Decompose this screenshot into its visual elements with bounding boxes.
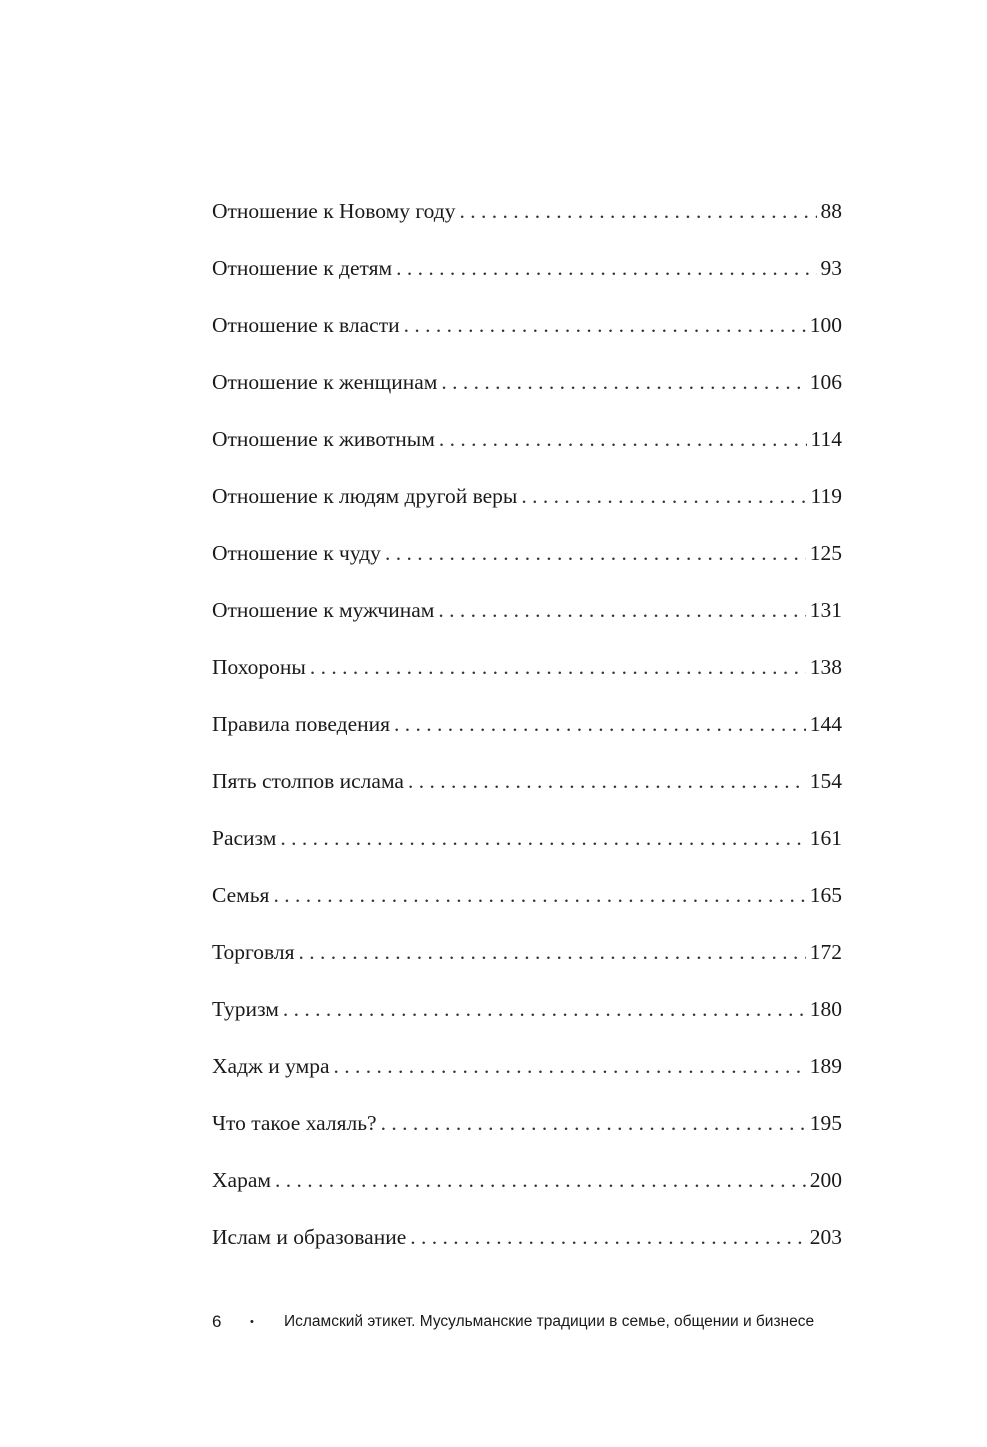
toc-entry-title: Хадж и умра — [212, 1054, 330, 1078]
footer-page-number: 6 — [212, 1312, 222, 1331]
toc-entry — [212, 192, 842, 249]
toc-entry-page: 161 — [809, 826, 842, 850]
toc-entry — [212, 819, 842, 876]
toc-entry-page: 180 — [809, 997, 842, 1021]
toc-entry-page: 88 — [820, 199, 842, 223]
toc-dot-leader — [310, 648, 806, 686]
toc-entry-title: Семья — [212, 883, 270, 907]
toc-entry-title: Расизм — [212, 826, 277, 850]
toc-entry-title: Отношение к мужчинам — [212, 598, 435, 622]
toc-entry-title: Отношение к Новому году — [212, 199, 456, 223]
toc-dot-leader — [273, 876, 805, 914]
table-of-contents — [212, 192, 842, 1275]
toc-entry-page: 195 — [809, 1111, 842, 1135]
toc-entry — [212, 1047, 842, 1104]
toc-entry-page: 144 — [809, 712, 842, 736]
toc-dot-leader — [459, 192, 816, 230]
toc-entry-page: 200 — [809, 1168, 842, 1192]
toc-entry — [212, 648, 842, 705]
toc-entry-title: Ислам и образование — [212, 1225, 407, 1249]
toc-dot-leader — [280, 819, 805, 857]
toc-entry — [212, 762, 842, 819]
toc-entry-page: 189 — [809, 1054, 842, 1078]
toc-entry-page: 100 — [809, 313, 842, 337]
toc-entry — [212, 591, 842, 648]
toc-entry — [212, 1218, 842, 1275]
toc-entry — [212, 249, 842, 306]
toc-dot-leader — [333, 1047, 805, 1085]
toc-entry-title: Пять столпов ислама — [212, 769, 404, 793]
toc-entry-title: Отношение к власти — [212, 313, 400, 337]
footer-book-title: Исламский этикет. Мусульманские традиции в семье, общении и бизнесе — [284, 1313, 815, 1330]
toc-entry — [212, 933, 842, 990]
toc-entry-title: Отношение к чуду — [212, 541, 381, 565]
toc-entry-title: Торговля — [212, 940, 295, 964]
toc-entry-title: Похороны — [212, 655, 306, 679]
toc-entry-title: Харам — [212, 1168, 271, 1192]
toc-entry — [212, 306, 842, 363]
toc-dot-leader — [385, 534, 806, 572]
toc-dot-leader — [396, 249, 816, 287]
toc-entry-page: 114 — [810, 427, 842, 451]
toc-entry — [212, 420, 842, 477]
page-footer — [212, 1312, 852, 1332]
toc-dot-leader — [439, 420, 807, 458]
toc-dot-leader — [404, 306, 806, 344]
toc-entry — [212, 705, 842, 762]
toc-dot-leader — [410, 1218, 805, 1256]
toc-entry-page: 138 — [809, 655, 842, 679]
toc-entry-page: 154 — [809, 769, 842, 793]
toc-dot-leader — [521, 477, 806, 515]
toc-entry — [212, 1104, 842, 1161]
toc-entry-title: Отношение к животным — [212, 427, 435, 451]
toc-entry-page: 172 — [809, 940, 842, 964]
toc-entry — [212, 1161, 842, 1218]
toc-entry-page: 203 — [809, 1225, 842, 1249]
toc-entry-title: Отношение к женщинам — [212, 370, 438, 394]
toc-entry-title: Что такое халяль? — [212, 1111, 377, 1135]
toc-entry — [212, 477, 842, 534]
toc-dot-leader — [408, 762, 806, 800]
toc-entry — [212, 990, 842, 1047]
toc-entry — [212, 534, 842, 591]
toc-entry-title: Правила поведения — [212, 712, 391, 736]
toc-entry-page: 93 — [820, 256, 842, 280]
toc-entry-page: 125 — [809, 541, 842, 565]
toc-dot-leader — [381, 1104, 806, 1142]
toc-dot-leader — [299, 933, 806, 971]
toc-dot-leader — [394, 705, 806, 743]
toc-entry-page: 106 — [809, 370, 842, 394]
toc-entry-title: Туризм — [212, 997, 279, 1021]
toc-dot-leader — [441, 363, 805, 401]
toc-entry — [212, 876, 842, 933]
toc-entry-page: 131 — [809, 598, 842, 622]
bullet-icon: • — [250, 1316, 254, 1328]
toc-entry-page: 119 — [810, 484, 842, 508]
toc-dot-leader — [275, 1161, 806, 1199]
toc-dot-leader — [438, 591, 805, 629]
toc-dot-leader — [283, 990, 806, 1028]
toc-entry-title: Отношение к детям — [212, 256, 393, 280]
toc-entry-title: Отношение к людям другой веры — [212, 484, 518, 508]
toc-entry — [212, 363, 842, 420]
toc-entry-page: 165 — [809, 883, 842, 907]
